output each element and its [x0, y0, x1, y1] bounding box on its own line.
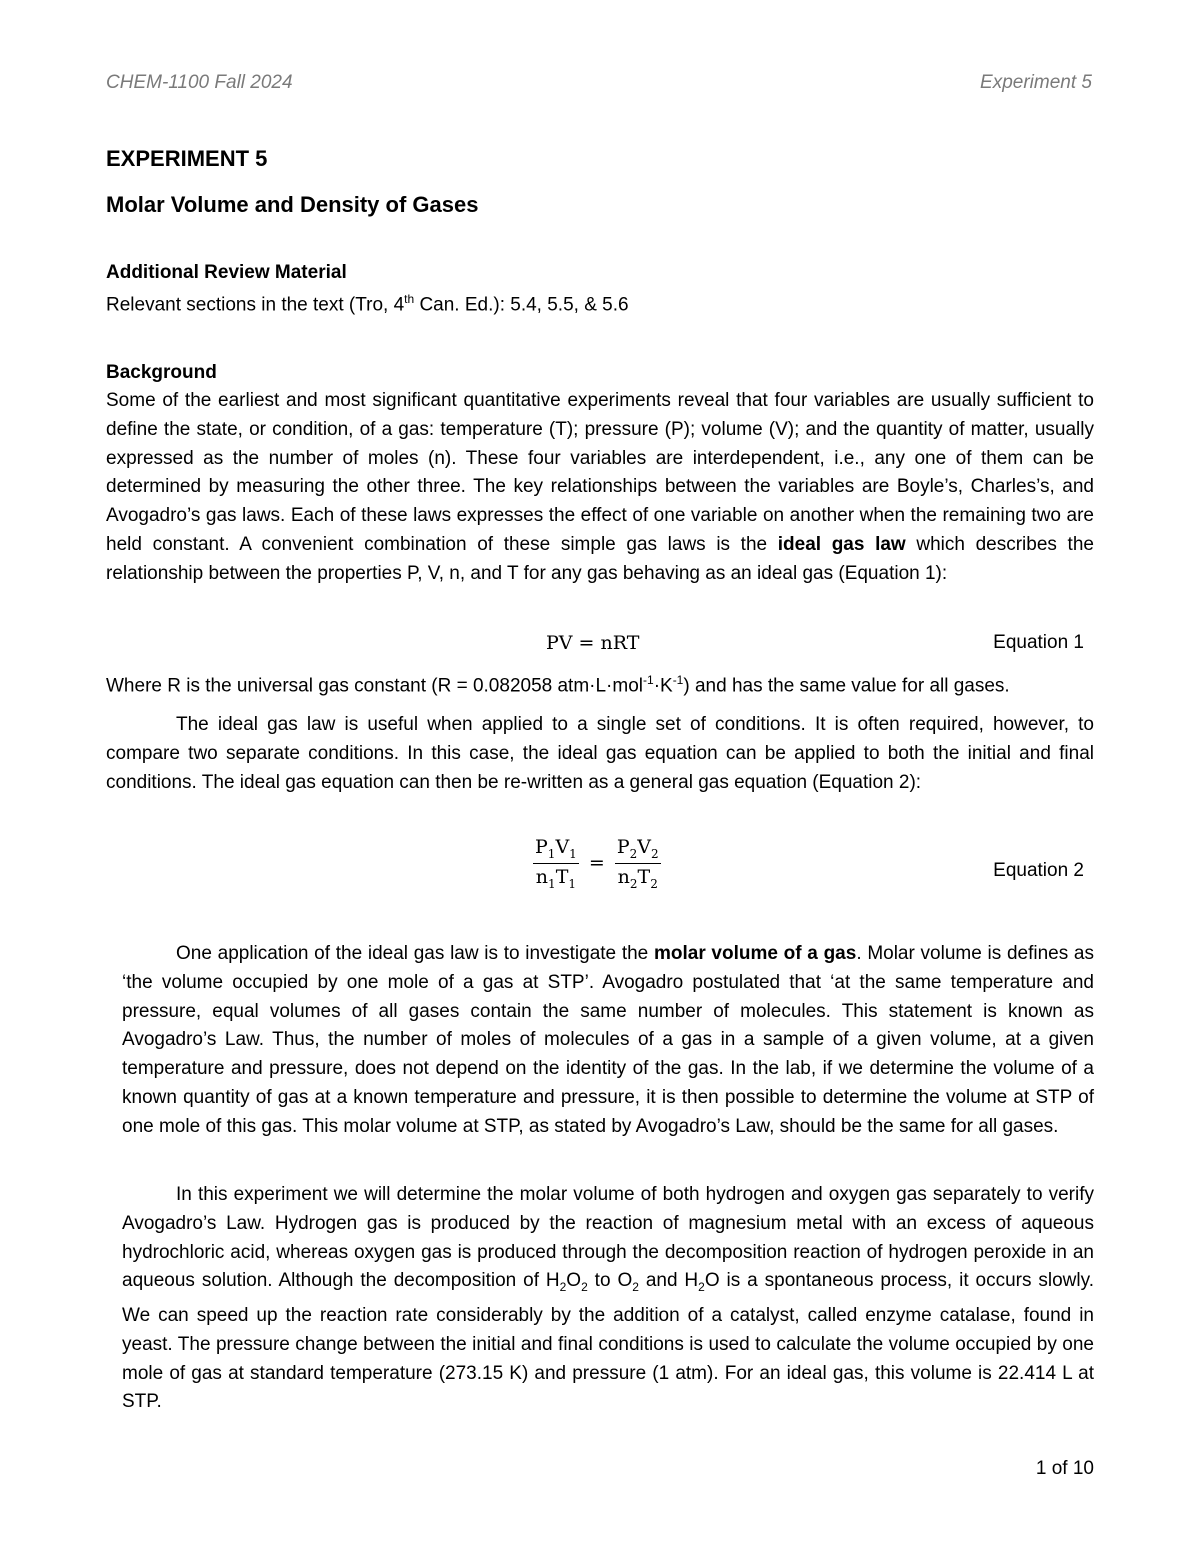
background-paragraph-4: In this experiment we will determine the molar volume of both hydrogen and oxygen gas separately to verify Avogadro’s Law. Hydrogen gas is produced by the reaction of magnesium metal with an excess of aqueous hydrochloric acid, whereas oxygen gas is produced through the decomposition reaction of hydrogen peroxide in an aqueous solution. Although the decomposition of $H_2O_2$ to $O_2$ and $H_2O$ is a spontaneous process, it occurs slowly. We can speed up the reaction rate considerably by the addition of a catalyst, called enzyme catalase, found in yeast. The pressure change between the initial and final conditions is used to calculate the volume occupied by one mole of gas at standard temperature (273.15 K) and pressure (1 atm). For an ideal gas, this volume is 22.414 L at STP.: [122, 1184, 1094, 1413]
experiment-title: EXPERIMENT 5: [106, 146, 268, 171]
review-heading: Additional Review Material: [106, 262, 347, 283]
equation-1: PV = nRT: [546, 632, 640, 654]
equation-2: $\frac{P_1V_1}{n_1T_1}$ = $\frac{P_2V_2}{n_2T_2}$: [535, 836, 659, 891]
background-paragraph-3: One application of the ideal gas law is to investigate the molar volume of a gas. Molar volume is defines as ‘the volume occupied by one mole of a gas at STP’. Avogadro postulated that ‘at the same temperature and pressure, equal volumes of all gases contain the same number of molecules. This statement is known as Avogadro’s Law. Thus, the number of moles of molecules of a gas in a sample of a given volume, at a given temperature and pressure, does not depend on the identity of the gas. In the lab, if we determine the volume of a known quantity of gas at a known temperature and pressure, it is then possible to determine the volume at STP of one mole of this gas. This molar volume at STP, as stated by Avogadro’s Law, should be the same for all gases.: [122, 943, 1094, 1137]
header-course: CHEM-1100 Fall 2024: [106, 72, 293, 93]
header-experiment: Experiment 5: [980, 72, 1092, 93]
gas-constant-line: Where R is the universal gas constant (R = 0.082058 $atm\cdot L\cdot mol^{-1}\cdot K^{-1}$) and has the same value for all gases.: [106, 673, 1010, 697]
equation-1-label: Equation 1: [993, 632, 1084, 653]
equation-2-label: Equation 2: [993, 860, 1084, 881]
ideal-gas-law-term: ideal gas law: [777, 533, 906, 555]
page-number: 1 of 10: [1035, 1458, 1094, 1479]
background-paragraph-1: Some of the earliest and most significant quantitative experiments reveal that four variables are usually sufficient to define the state, or condition, of a gas: temperature (T); pressure (P); volume (V); and the quantity of matter, usually expressed as the number of moles (n). These four variables are interdependent, i.e., any one of them can be determined by measuring the other three. The key relationships between the variables are Boyle’s, Charles’s, and Avogadro’s gas laws. Each of these laws expresses the effect of one variable on another when the remaining two are held constant. A convenient combination of these simple gas laws is the ideal gas law which describes the relationship between the properties P, V, n, and T for any gas behaving as an ideal gas (Equation 1):: [106, 390, 1094, 584]
experiment-subtitle: Molar Volume and Density of Gases: [106, 192, 479, 217]
background-heading: Background: [106, 362, 217, 383]
review-text: Relevant sections in the text (Tro, 4th Can. Ed.): 5.4, 5.5, & 5.6: [106, 292, 629, 316]
background-paragraph-2: The ideal gas law is useful when applied to a single set of conditions. It is often required, however, to compare two separate conditions. In this case, the ideal gas equation can be applied to both the initial and final conditions. The ideal gas equation can then be re-written as a general gas equation (Equation 2):: [106, 714, 1094, 793]
molar-volume-term: molar volume of a gas: [653, 943, 857, 964]
